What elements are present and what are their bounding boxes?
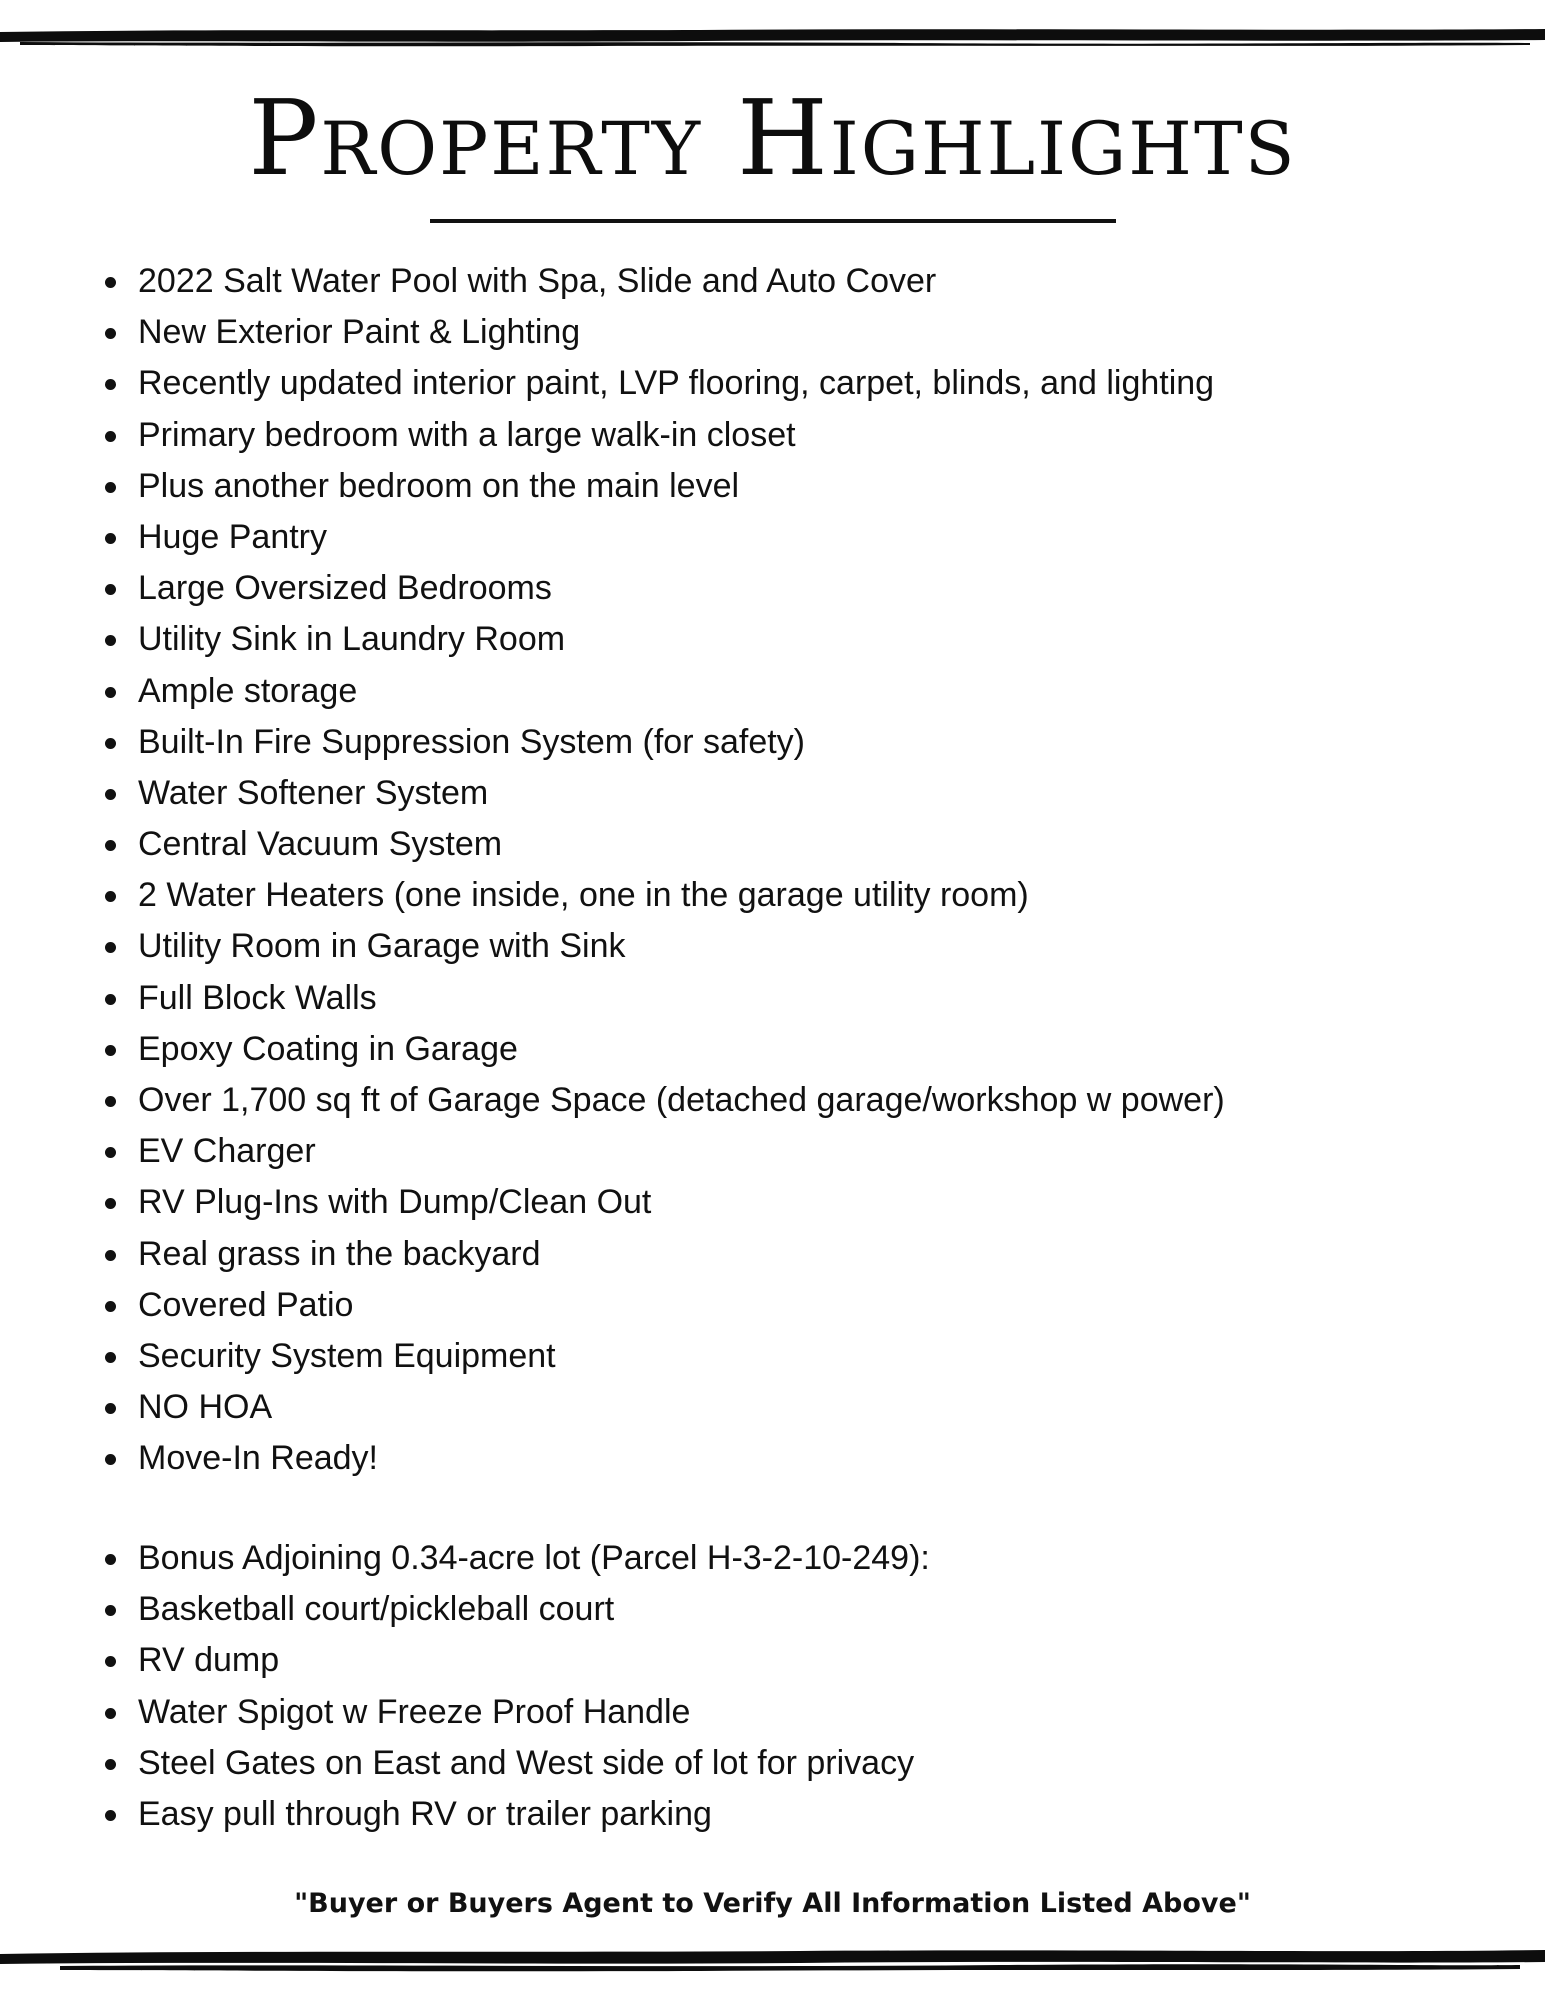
bullet-icon [105,635,116,646]
bullet-icon [105,738,116,749]
list-item-text: Basketball court/pickleball court [138,1590,615,1629]
list-item-text: Real grass in the backyard [138,1234,541,1273]
list-item [0,1738,1400,1789]
list-item-text: Security System Equipment [138,1336,556,1375]
list-item-text: EV Charger [138,1132,316,1171]
bottom-brush-border [0,1944,1545,1974]
list-item [0,512,1400,563]
list-item [0,921,1400,972]
disclaimer-text: "Buyer or Buyers Agent to Verify All Information Listed Above" [294,1888,1251,1919]
bullet-icon [105,891,116,902]
list-item-text: Covered Patio [138,1285,354,1324]
list-item-text: 2 Water Heaters (one inside, one in the garage utility room) [138,876,1029,915]
list-item [0,1382,1400,1433]
list-item-text: Primary bedroom with a large walk-in closet [138,415,796,454]
list-item-text: Move-In Ready! [138,1439,378,1478]
list-item [0,307,1400,358]
bullet-icon [105,1810,116,1821]
bullet-icon [105,1198,116,1209]
bullet-icon [105,1454,116,1465]
bullet-icon [105,789,116,800]
bullet-icon [105,687,116,698]
list-item-text: Ample storage [138,671,358,710]
bullet-icon [105,1301,116,1312]
list-item [0,666,1400,717]
bullet-icon [105,328,116,339]
list-item [0,1229,1400,1280]
list-item-text: Utility Sink in Laundry Room [138,620,566,659]
page-title: Property Highlights [248,77,1297,199]
bullet-icon [105,1708,116,1719]
list-item [0,1584,1400,1635]
bullet-icon [105,1147,116,1158]
list-item-text: Central Vacuum System [138,825,503,864]
bullet-icon [105,1605,116,1616]
list-item-text: RV dump [138,1641,280,1680]
list-item [0,1687,1400,1738]
title-underline [430,219,1116,223]
bullet-icon [105,1554,116,1565]
list-item [0,563,1400,614]
list-item [0,819,1400,870]
list-item [0,1280,1400,1331]
list-item [0,1635,1400,1686]
list-item-text: Water Softener System [138,773,489,812]
list-item-text: Built-In Fire Suppression System (for safety) [138,722,806,761]
bonus-lot-list [0,1533,1400,1840]
list-item [0,717,1400,768]
list-item-text: Steel Gates on East and West side of lot for privacy [138,1743,915,1782]
list-item [0,1126,1400,1177]
list-item-text: Epoxy Coating in Garage [138,1029,518,1068]
bullet-icon [105,482,116,493]
bullet-icon [105,1759,116,1770]
bullet-icon [105,277,116,288]
list-item-text: 2022 Salt Water Pool with Spa, Slide and Auto Cover [138,262,937,300]
bullet-icon [105,942,116,953]
bullet-icon [105,1656,116,1667]
list-item-text: Large Oversized Bedrooms [138,569,552,608]
bullet-icon [105,1403,116,1414]
bullet-icon [105,994,116,1005]
list-item [0,358,1400,409]
bullet-icon [105,1096,116,1107]
list-item [0,1789,1400,1840]
list-item [0,614,1400,665]
list-item [0,1024,1400,1075]
list-item [0,1177,1400,1228]
list-item-text: New Exterior Paint & Lighting [138,313,581,352]
list-item [0,410,1400,461]
list-item-text: Over 1,700 sq ft of Garage Space (detached garage/workshop w power) [138,1081,1225,1119]
list-item [0,461,1400,512]
bullet-icon [105,840,116,851]
list-item-text: Full Block Walls [138,978,377,1017]
highlights-list [0,256,1400,1485]
list-item [0,1533,1400,1584]
bullet-icon [105,1352,116,1363]
list-item-text: Water Spigot w Freeze Proof Handle [138,1692,691,1731]
list-item-text: Plus another bedroom on the main level [138,466,740,505]
top-brush-border [0,26,1545,48]
bullet-icon [105,533,116,544]
list-item [0,1433,1400,1484]
list-item-text: NO HOA [138,1388,273,1427]
bullet-icon [105,431,116,442]
list-item-text: Recently updated interior paint, LVP flooring, carpet, blinds, and lighting [138,364,1215,403]
list-item-text: RV Plug-Ins with Dump/Clean Out [138,1183,652,1222]
bullet-icon [105,584,116,595]
list-item [0,256,1400,307]
list-item-text: Huge Pantry [138,517,327,556]
list-item [0,768,1400,819]
bullet-icon [105,1045,116,1056]
list-item [0,1331,1400,1382]
bullet-icon [105,379,116,390]
list-item [0,973,1400,1024]
list-item-text: Easy pull through RV or trailer parking [138,1794,712,1833]
bullet-icon [105,1250,116,1261]
list-item-text: Bonus Adjoining 0.34-acre lot (Parcel H-3-2-10-249): [138,1539,930,1577]
list-item [0,870,1400,921]
list-item-text: Utility Room in Garage with Sink [138,927,626,966]
list-item [0,1075,1400,1126]
